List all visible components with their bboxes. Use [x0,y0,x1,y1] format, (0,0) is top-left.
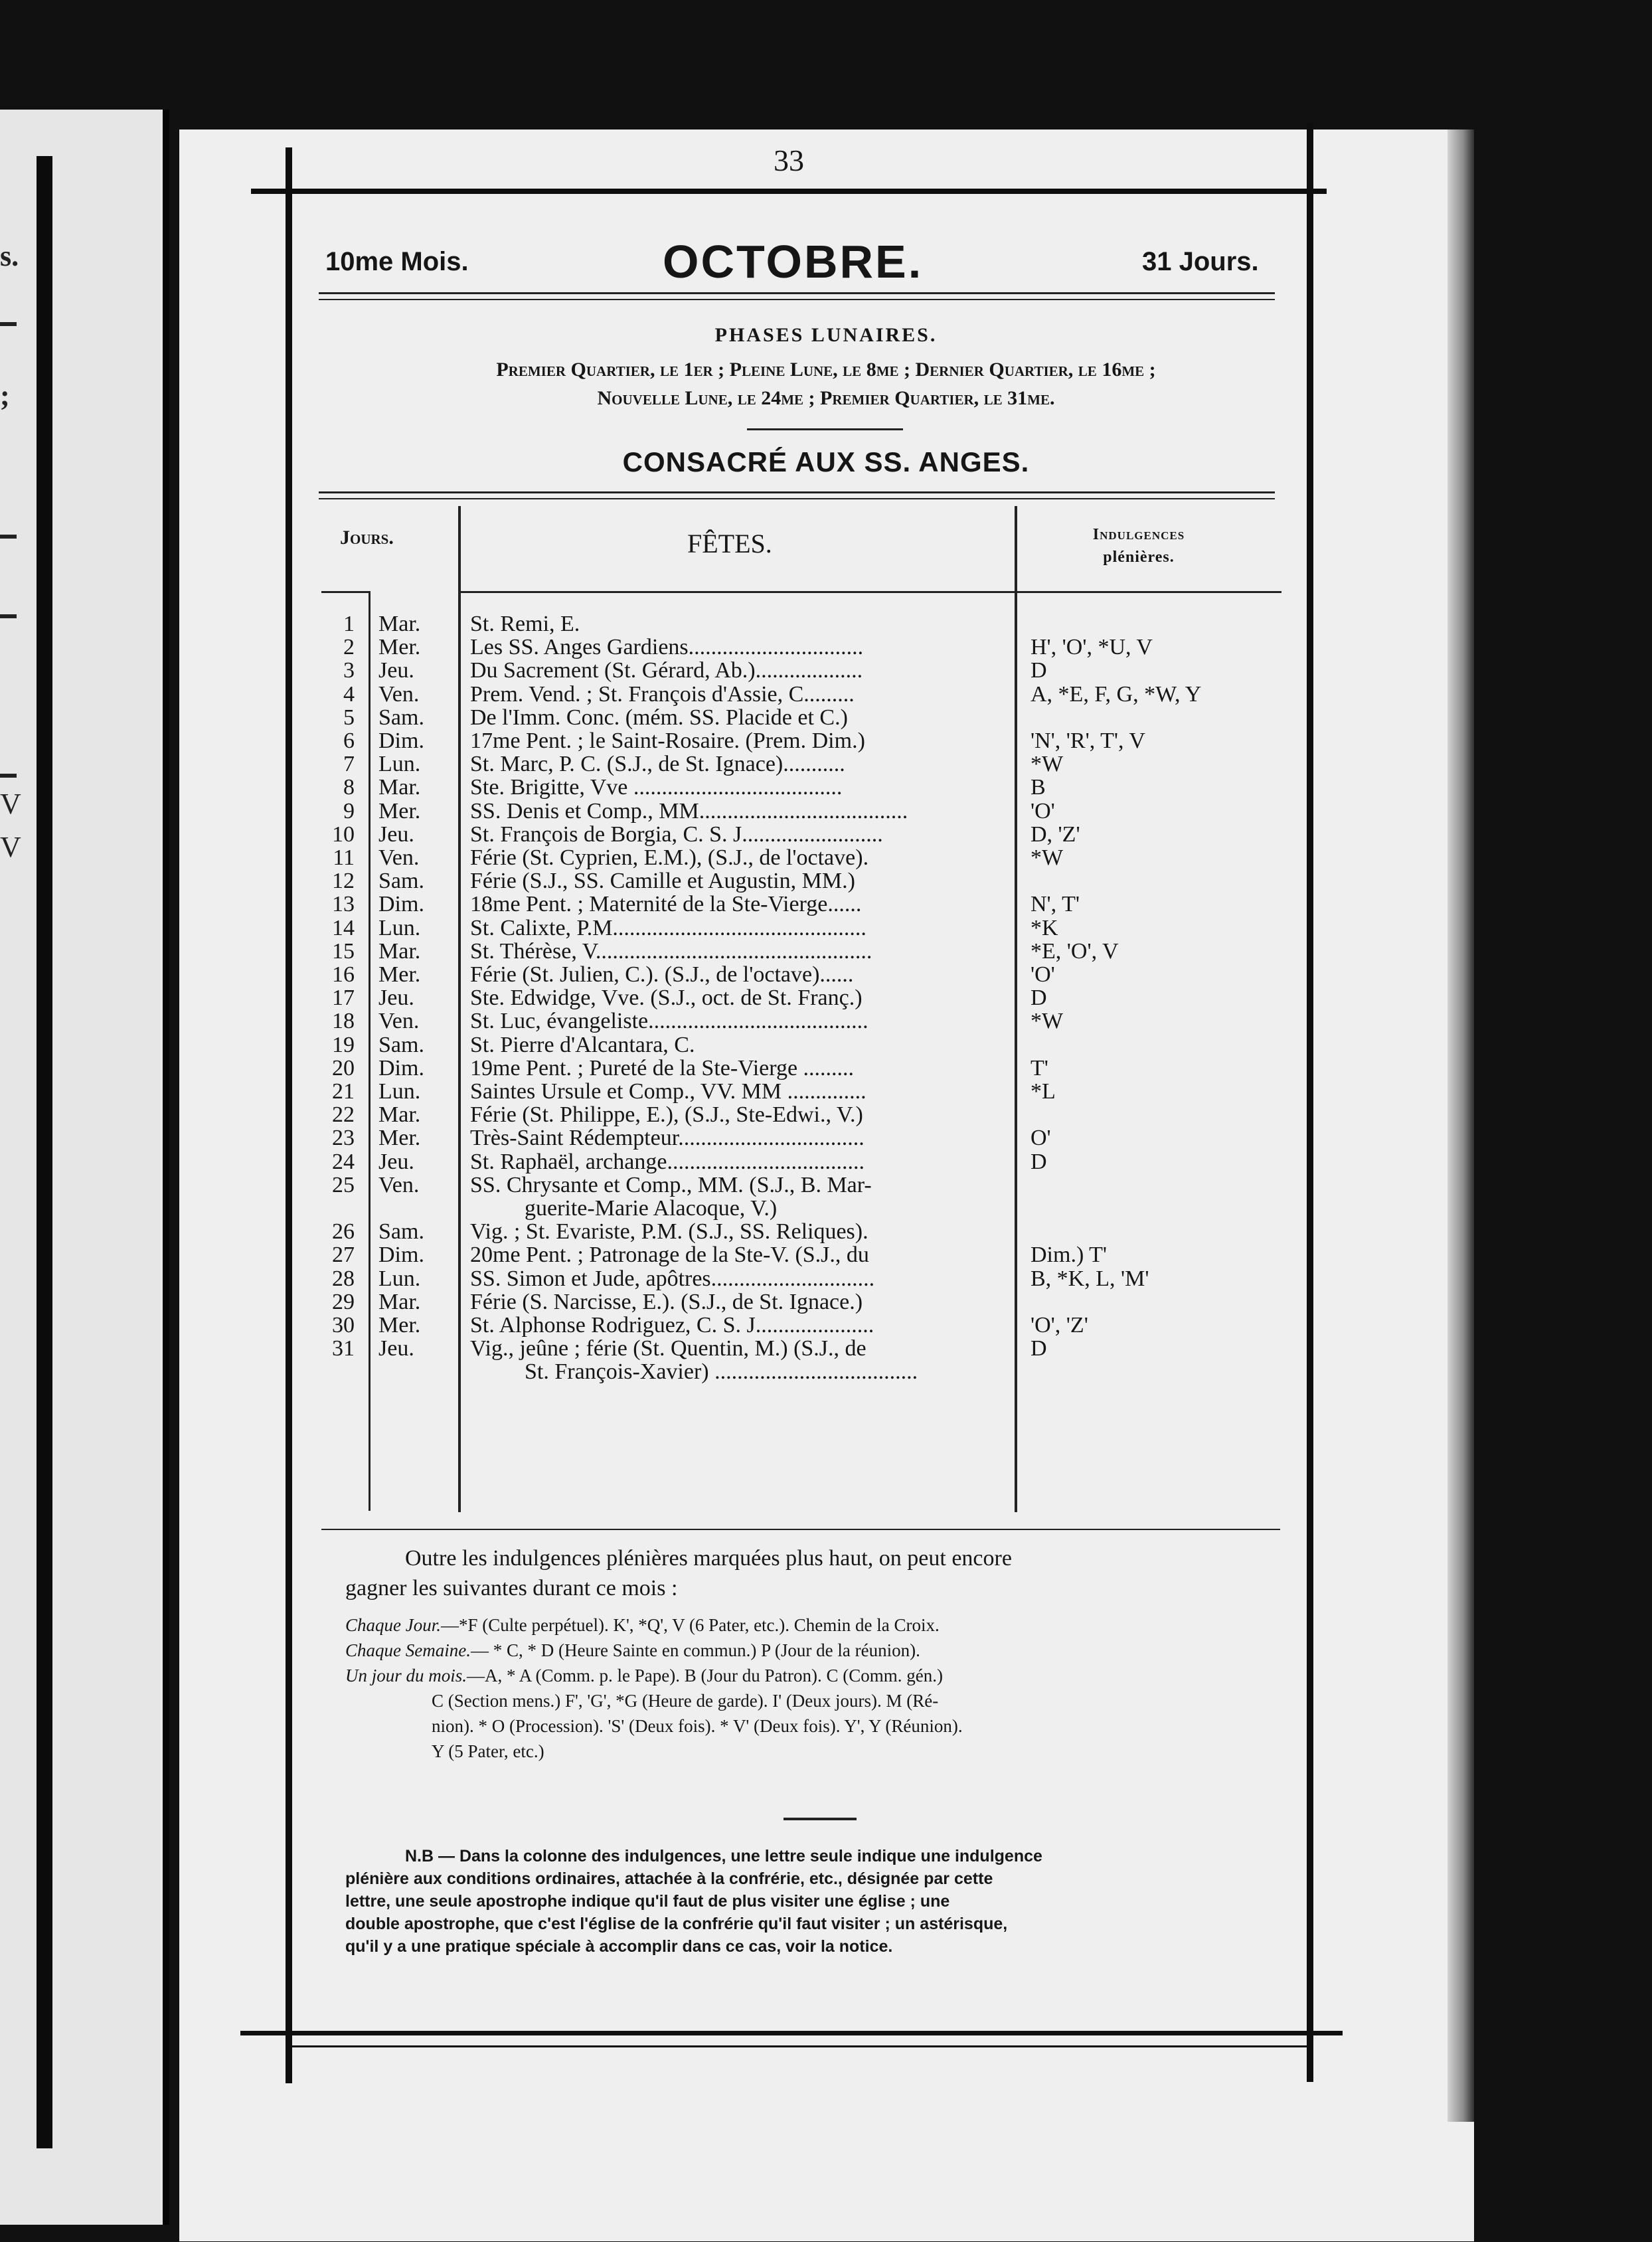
indulgence-codes: *L [1031,1079,1056,1104]
indulgence-codes: D [1031,1336,1047,1361]
feast-name: 19me Pent. ; Pureté de la Ste-Vierge ......... [470,1057,855,1080]
phases-title: PHASES LUNAIRES. [714,324,938,346]
feast-name: 20me Pent. ; Patronage de la Ste-V. (S.J., du [470,1243,869,1267]
header-underline [321,591,369,593]
feast-name: St. Marc, P. C. (S.J., de St. Ignace)........... [470,752,845,776]
previous-page-text: ; [0,379,10,412]
weekday: Sam. [378,705,424,730]
day-number: 17 [332,986,355,1010]
month-title: OCTOBRE. [663,236,924,288]
previous-page-edge [0,110,169,2225]
day-number: 25 [332,1173,355,1197]
indulgence-codes: *K [1031,916,1058,940]
indulgence-note [345,1612,1275,1638]
weekday: Jeu. [378,658,414,683]
day-number: 29 [332,1290,355,1314]
header-underline [458,591,1281,593]
day-number: 8 [343,775,355,800]
indulgence-codes: O' [1031,1126,1051,1150]
day-number: 13 [332,892,355,916]
dedication-title: CONSACRÉ AUX SS. ANGES. [622,446,1030,477]
note-label: Chaque Semaine. [345,1640,471,1660]
weekday: Ven. [378,1173,420,1197]
frame-left-rule [286,147,292,2083]
feast-name: Vig. ; St. Evariste, P.M. (S.J., SS. Reliques). [470,1220,868,1244]
weekday: Lun. [378,916,421,940]
weekday: Jeu. [378,1336,414,1361]
weekday: Sam. [378,869,424,893]
nota-bene-line: lettre, une seule apostrophe indique qu'il faut de plus visiter une église ; une [345,1892,950,1911]
nota-bene-line: N.B — Dans la colonne des indulgences, une lettre seule indique une indulgence [405,1847,1042,1865]
table-bottom-rule [321,1529,1280,1530]
weekday: Mar. [378,939,421,964]
weekday: Ven. [378,682,420,707]
indulgence-codes: B [1031,775,1046,800]
feast-name: Férie (S. Narcisse, E.). (S.J., de St. Ignace.) [470,1290,863,1314]
indulgence-codes: *W [1031,752,1064,776]
indulgence-codes: D [1031,658,1047,683]
weekday: Dim. [378,892,424,916]
day-number: 2 [343,635,355,659]
weekday: Mar. [378,1102,421,1127]
note-text: —A, * A (Comm. p. le Pape). B (Jour du Patron). C (Comm. gén.) [467,1666,943,1685]
feast-name: St. Raphaël, archange................................... [470,1150,865,1174]
indulgence-note [345,1638,1275,1663]
feast-name: St. Alphonse Rodriguez, C. S. J..................... [470,1314,874,1337]
frame-bottom-rule-thin [286,2045,1313,2047]
feast-name: 17me Pent. ; le Saint-Rosaire. (Prem. Dim.) [470,729,865,753]
weekday: Lun. [378,752,421,776]
indulgence-note: C (Section mens.) F', 'G', *G (Heure de garde). I' (Deux jours). M (Ré- [432,1691,939,1711]
day-number: 14 [332,916,355,940]
feast-name: St. Pierre d'Alcantara, C. [470,1033,695,1057]
column-header-indulgences [1049,523,1228,568]
day-number: 11 [333,845,355,870]
weekday: Mar. [378,1290,421,1314]
month-number: 10me Mois. [325,247,469,276]
frame-top-rule [251,189,1327,194]
feast-name: SS. Simon et Jude, apôtres............................. [470,1267,875,1291]
weekday: Mer. [378,1126,421,1150]
weekday: Mer. [378,635,421,659]
feast-name: Les SS. Anges Gardiens............................... [470,636,864,659]
feast-name: Ste. Edwidge, Vve. (S.J., oct. de St. Franç.) [470,986,863,1010]
feast-name: St. Thérèse, V................................................. [470,940,872,964]
weekday: Mer. [378,1313,421,1337]
weekday: Lun. [378,1079,421,1104]
feast-name: Férie (St. Philippe, E.), (S.J., Ste-Edwi., V.) [470,1103,863,1127]
day-number: 6 [343,729,355,753]
weekday: Jeu. [378,822,414,847]
header-rule [319,299,1275,300]
day-number: 18 [332,1009,355,1033]
header-rule [319,292,1275,294]
indulgence-codes: 'O' [1031,962,1055,987]
weekday: Dim. [378,1243,424,1267]
weekday: Sam. [378,1033,424,1057]
column-header-indulgences-line2: plénières. [1103,549,1175,566]
feast-name: St. Luc, évangeliste....................................... [470,1009,868,1033]
column-divider [1015,506,1017,1512]
indulgence-note: Y (5 Pater, etc.) [432,1741,544,1761]
day-number: 20 [332,1056,355,1080]
indulgence-codes: B, *K, L, 'M' [1031,1266,1149,1291]
column-divider [369,591,371,1511]
day-number: 19 [332,1033,355,1057]
note-text: — * C, * D (Heure Sainte en commun.) P (Jour de la réunion). [470,1640,920,1660]
day-number: 12 [332,869,355,893]
day-number: 9 [343,799,355,823]
indulgence-codes: *W [1031,845,1064,870]
feast-name: Ste. Brigitte, Vve ..................................... [470,776,843,800]
previous-page-text: s. [0,240,19,272]
feast-name: Très-Saint Rédempteur................................. [470,1126,865,1150]
feast-name: St. Calixte, P.M............................................. [470,916,867,940]
phases-line: Premier Quartier, le 1er ; Pleine Lune, le 8me ; Dernier Quartier, le 16me ; [496,359,1156,381]
feast-name: De l'Imm. Conc. (mém. SS. Placide et C.) [470,706,848,730]
indulgence-codes: T' [1031,1056,1048,1080]
phases-line: Nouvelle Lune, le 24me ; Premier Quartier, le 31me. [597,387,1055,409]
weekday: Ven. [378,1009,420,1033]
indulgence-codes: A, *E, F, G, *W, Y [1031,682,1202,707]
day-number: 7 [343,752,355,776]
weekday: Dim. [378,729,424,753]
indulgence-codes: D, 'Z' [1031,822,1080,847]
feast-name: Férie (S.J., SS. Camille et Augustin, MM.) [470,869,855,893]
feast-name: Du Sacrement (St. Gérard, Ab.)................... [470,659,863,683]
notes-divider [784,1818,857,1820]
weekday: Mer. [378,799,421,823]
column-divider [458,506,461,1512]
day-number: 15 [332,939,355,964]
column-header-fetes: FÊTES. [687,529,772,559]
indulgence-codes: D [1031,986,1047,1010]
feast-name: Saintes Ursule et Comp., VV. MM .............. [470,1080,867,1104]
day-number: 1 [343,612,355,636]
day-number: 26 [332,1219,355,1244]
previous-page-line [0,614,17,618]
weekday: Mar. [378,775,421,800]
previous-page-text: V [0,831,21,863]
weekday: Jeu. [378,1150,414,1174]
notes-intro: gagner les suivantes durant ce mois : [345,1576,678,1600]
feast-name: St. Remi, E. [470,612,580,636]
feast-name: Prem. Vend. ; St. François d'Assie, C......... [470,683,855,707]
frame-bottom-rule [240,2031,1343,2035]
indulgence-note: nion). * O (Procession). 'S' (Deux fois). * V' (Deux fois). Y', Y (Réunion). [432,1716,963,1736]
indulgence-codes: *W [1031,1009,1064,1033]
day-number: 31 [332,1336,355,1361]
indulgence-codes: N', T' [1031,892,1080,916]
day-number: 28 [332,1266,355,1291]
day-number: 24 [332,1150,355,1174]
day-number: 4 [343,682,355,707]
feast-name: Vig., jeûne ; férie (St. Quentin, M.) (S.J., de [470,1337,867,1361]
day-number: 5 [343,705,355,730]
page-edge-shadow [1447,129,1474,2122]
indulgence-note [345,1663,1275,1688]
weekday: Jeu. [378,986,414,1010]
day-number: 30 [332,1313,355,1337]
indulgence-codes: D [1031,1150,1047,1174]
feast-name-continuation: guerite-Marie Alacoque, V.) [525,1196,778,1221]
feast-name-continuation: St. François-Xavier) .................................... [525,1359,918,1384]
day-number: 27 [332,1243,355,1267]
column-header-jours: Jours. [340,527,394,549]
table-top-rule [319,491,1275,493]
day-number: 23 [332,1126,355,1150]
indulgence-codes: H', 'O', *U, V [1031,635,1153,659]
weekday: Ven. [378,845,420,870]
previous-page-line [0,535,17,539]
notes-intro: Outre les indulgences plénières marquées plus haut, on peut encore [405,1546,1012,1571]
feast-name: SS. Denis et Comp., MM..................................... [470,800,908,823]
weekday: Dim. [378,1056,424,1080]
indulgence-codes: 'O', 'Z' [1031,1313,1088,1337]
day-number: 16 [332,962,355,987]
note-label: Un jour du mois. [345,1666,467,1685]
column-header-indulgences-line1: Indulgences [1092,526,1185,543]
previous-page-line [0,774,17,778]
day-number: 22 [332,1102,355,1127]
note-text: —*F (Culte perpétuel). K', *Q', V (6 Pater, etc.). Chemin de la Croix. [441,1615,940,1635]
note-label: Chaque Jour. [345,1615,441,1635]
weekday: Sam. [378,1219,424,1244]
weekday: Mer. [378,962,421,987]
feast-name: Férie (St. Cyprien, E.M.), (S.J., de l'octave). [470,846,869,870]
feast-name: Férie (St. Julien, C.). (S.J., de l'octave)...... [470,963,854,987]
weekday: Mar. [378,612,421,636]
section-divider [747,428,903,430]
day-number: 10 [332,822,355,847]
indulgence-codes: 'N', 'R', T', V [1031,729,1145,753]
feast-name: SS. Chrysante et Comp., MM. (S.J., B. Mar- [470,1173,872,1197]
page-number: 33 [774,143,804,177]
feast-name: 18me Pent. ; Maternité de la Ste-Vierge...... [470,893,862,916]
feast-name: St. François de Borgia, C. S. J......................... [470,823,883,847]
days-count: 31 Jours. [1142,247,1259,276]
weekday: Lun. [378,1266,421,1291]
indulgence-codes: *E, 'O', V [1031,939,1119,964]
table-top-rule [319,498,1275,499]
nota-bene-line: double apostrophe, que c'est l'église de la confrérie qu'il faut visiter ; un astérisque, [345,1915,1008,1933]
nota-bene-line: plénière aux conditions ordinaires, attachée à la confrérie, etc., désignée par cette [345,1869,993,1888]
frame-right-rule [1307,123,1313,2082]
previous-page-text: V [0,788,21,820]
day-number: 3 [343,658,355,683]
day-number: 21 [332,1079,355,1104]
indulgence-codes: Dim.) T' [1031,1243,1108,1267]
nota-bene-line: qu'il y a une pratique spéciale à accomplir dans ce cas, voir la notice. [345,1937,893,1956]
indulgence-codes: 'O' [1031,799,1055,823]
